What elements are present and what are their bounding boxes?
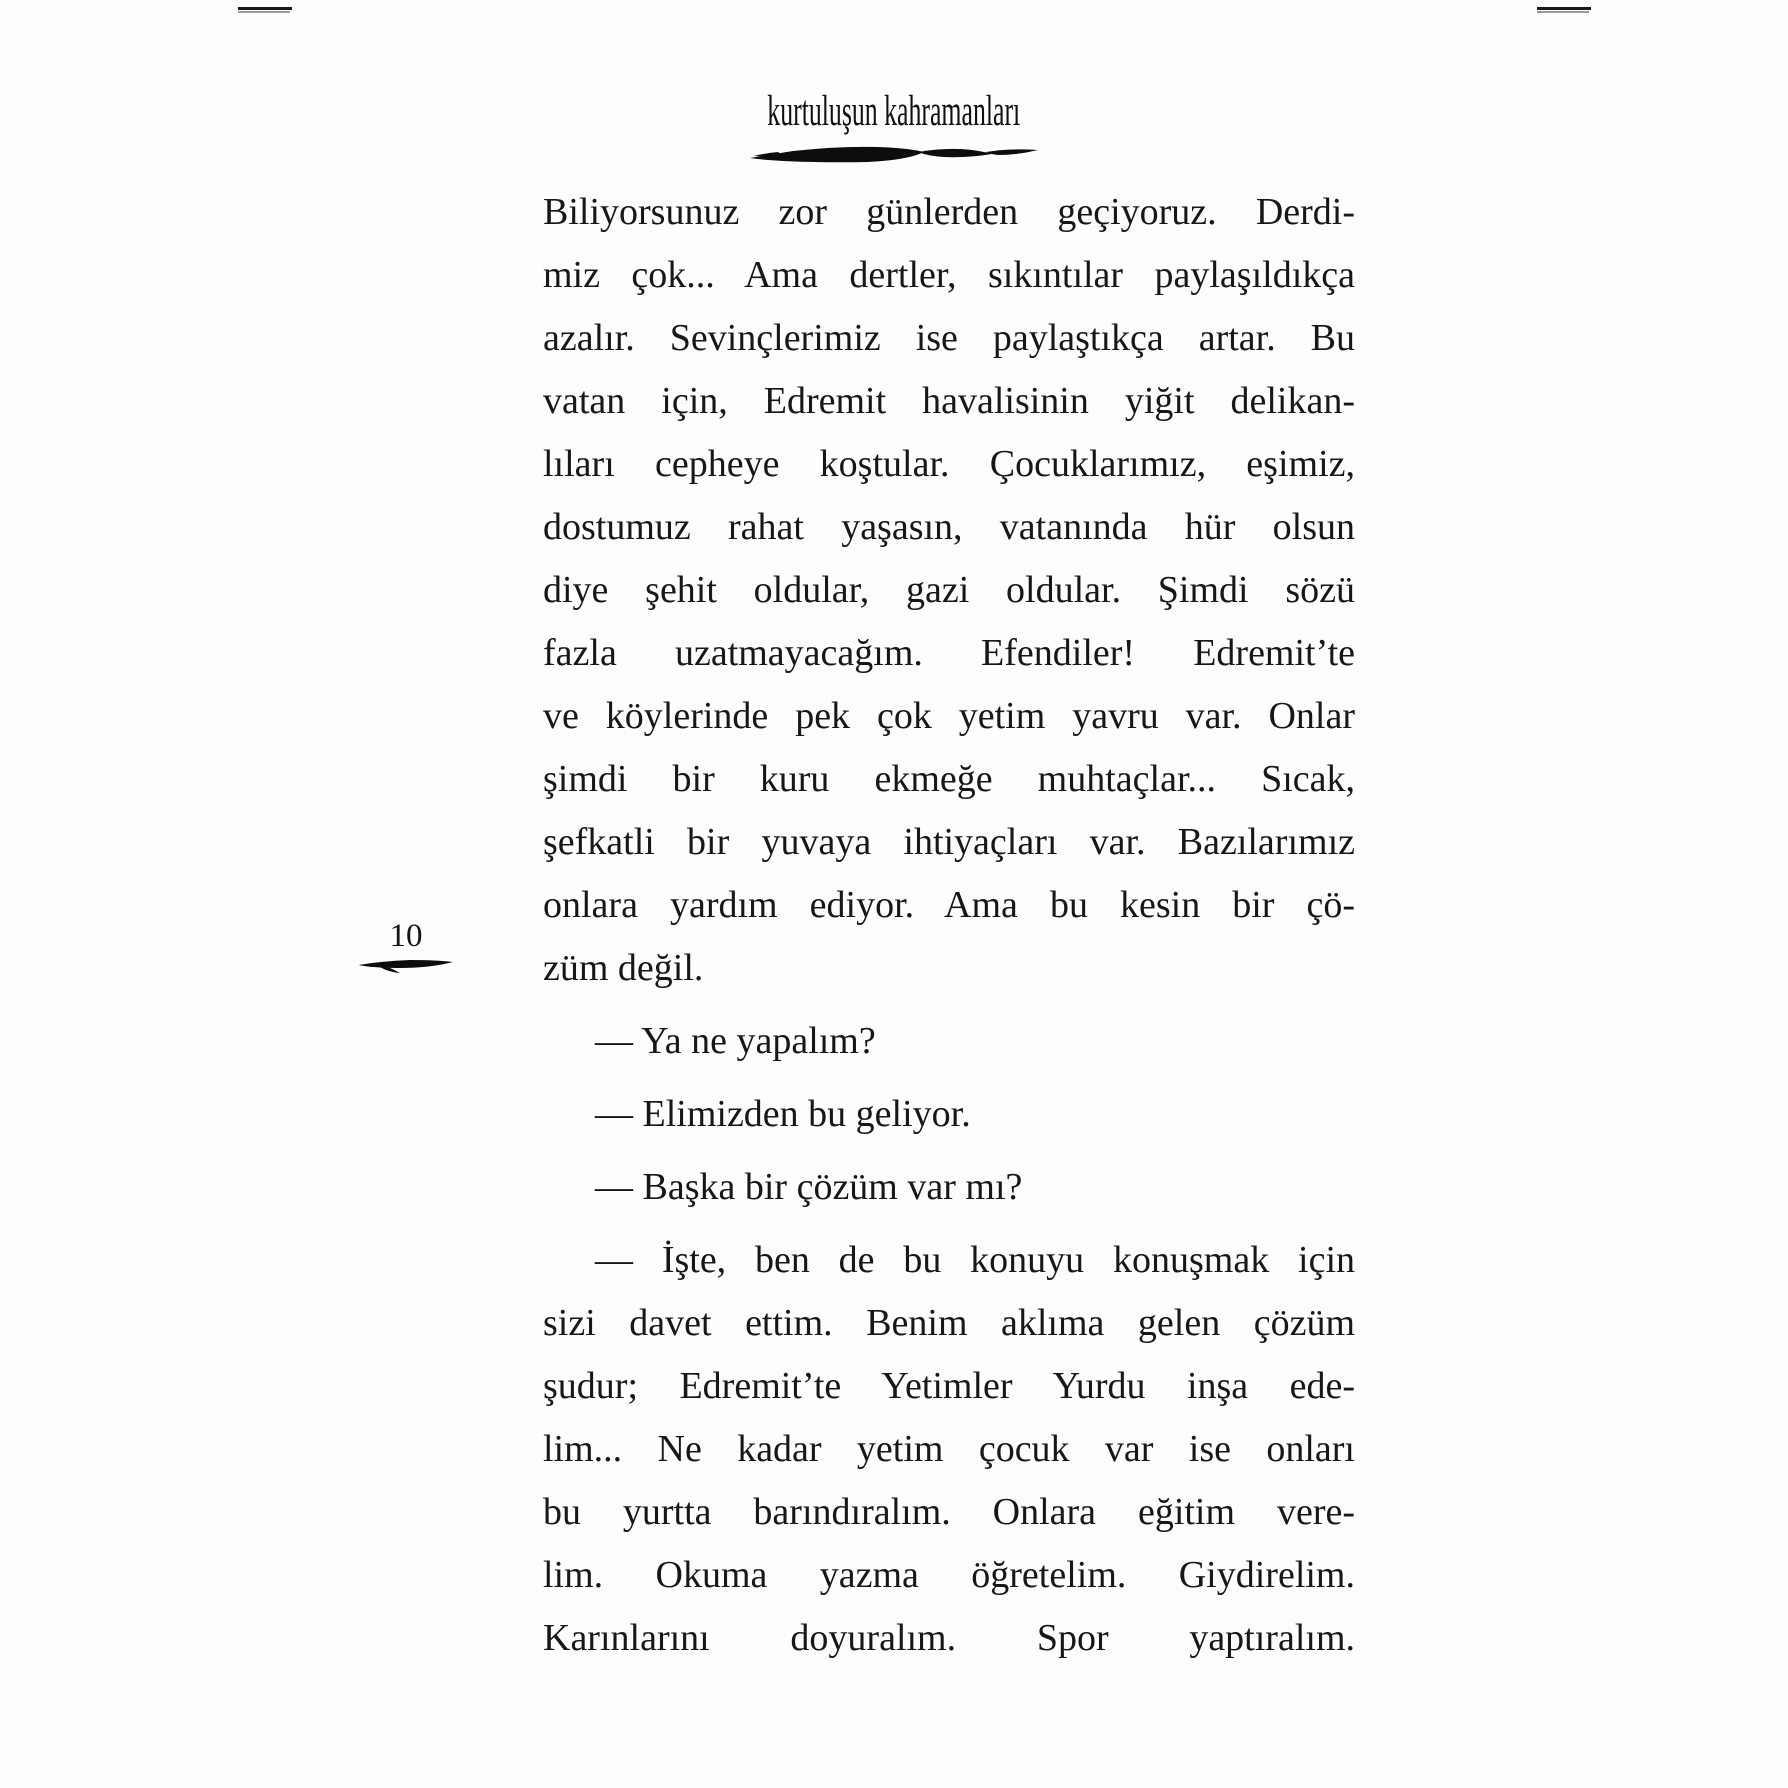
trim-mark-line <box>238 7 292 10</box>
text-line: miz çok... Ama dertler, sıkıntılar paylaşıldıkça <box>543 254 1355 296</box>
text-line: şimdi bir kuru ekmeğe muhtaçlar... Sıcak, <box>543 758 1355 800</box>
text-line: Karınlarını doyuralım. Spor yaptıralım. <box>543 1617 1355 1659</box>
text-line: fazla uzatmayacağım. Efendiler! Edremit’te <box>543 632 1355 674</box>
trim-mark-top-right <box>1537 7 1591 15</box>
text-line: sizi davet ettim. Benim aklıma gelen çözüm <box>543 1302 1355 1344</box>
header-flourish-ornament <box>748 143 1040 167</box>
text-line: — İşte, ben de bu konuyu konuşmak için <box>595 1239 1355 1281</box>
text-line: diye şehit oldular, gazi oldular. Şimdi sözü <box>543 569 1355 611</box>
page-number-flourish-ornament <box>358 955 454 975</box>
text-line: — Ya ne yapalım? <box>595 1020 876 1062</box>
text-line: Biliyorsunuz zor günlerden geçiyoruz. Derdi- <box>543 191 1355 233</box>
page-header <box>0 88 1788 136</box>
text-line: — Elimizden bu geliyor. <box>595 1093 971 1135</box>
text-line: lıları cepheye koştular. Çocuklarımız, eşimiz, <box>543 443 1355 485</box>
trim-mark-line <box>1537 7 1591 10</box>
text-line: şudur; Edremit’te Yetimler Yurdu inşa ede- <box>543 1365 1355 1407</box>
text-line: züm değil. <box>543 947 704 989</box>
text-line: şefkatli bir yuvaya ihtiyaçları var. Bazılarımız <box>543 821 1355 863</box>
text-line: lim. Okuma yazma öğretelim. Giydirelim. <box>543 1554 1355 1596</box>
body-text-column <box>543 181 1355 1670</box>
running-title: kurtuluşun kahramanları <box>767 88 1021 135</box>
text-line: — Başka bir çözüm var mı? <box>595 1166 1023 1208</box>
text-line: dostumuz rahat yaşasın, vatanında hür olsun <box>543 506 1355 548</box>
page-number: 10 <box>389 918 423 954</box>
text-line: azalır. Sevinçlerimiz ise paylaştıkça artar. Bu <box>543 317 1355 359</box>
trim-mark-top-left <box>238 7 292 15</box>
trim-mark-line <box>1537 11 1589 13</box>
page-number-block <box>352 918 460 980</box>
text-line: bu yurtta barındıralım. Onlara eğitim vere- <box>543 1491 1355 1533</box>
text-line: onlara yardım ediyor. Ama bu kesin bir çö- <box>543 884 1355 926</box>
text-line: vatan için, Edremit havalisinin yiğit delikan- <box>543 380 1355 422</box>
trim-mark-line <box>238 11 290 13</box>
text-line: ve köylerinde pek çok yetim yavru var. Onlar <box>543 695 1355 737</box>
text-line: lim... Ne kadar yetim çocuk var ise onları <box>543 1428 1355 1470</box>
